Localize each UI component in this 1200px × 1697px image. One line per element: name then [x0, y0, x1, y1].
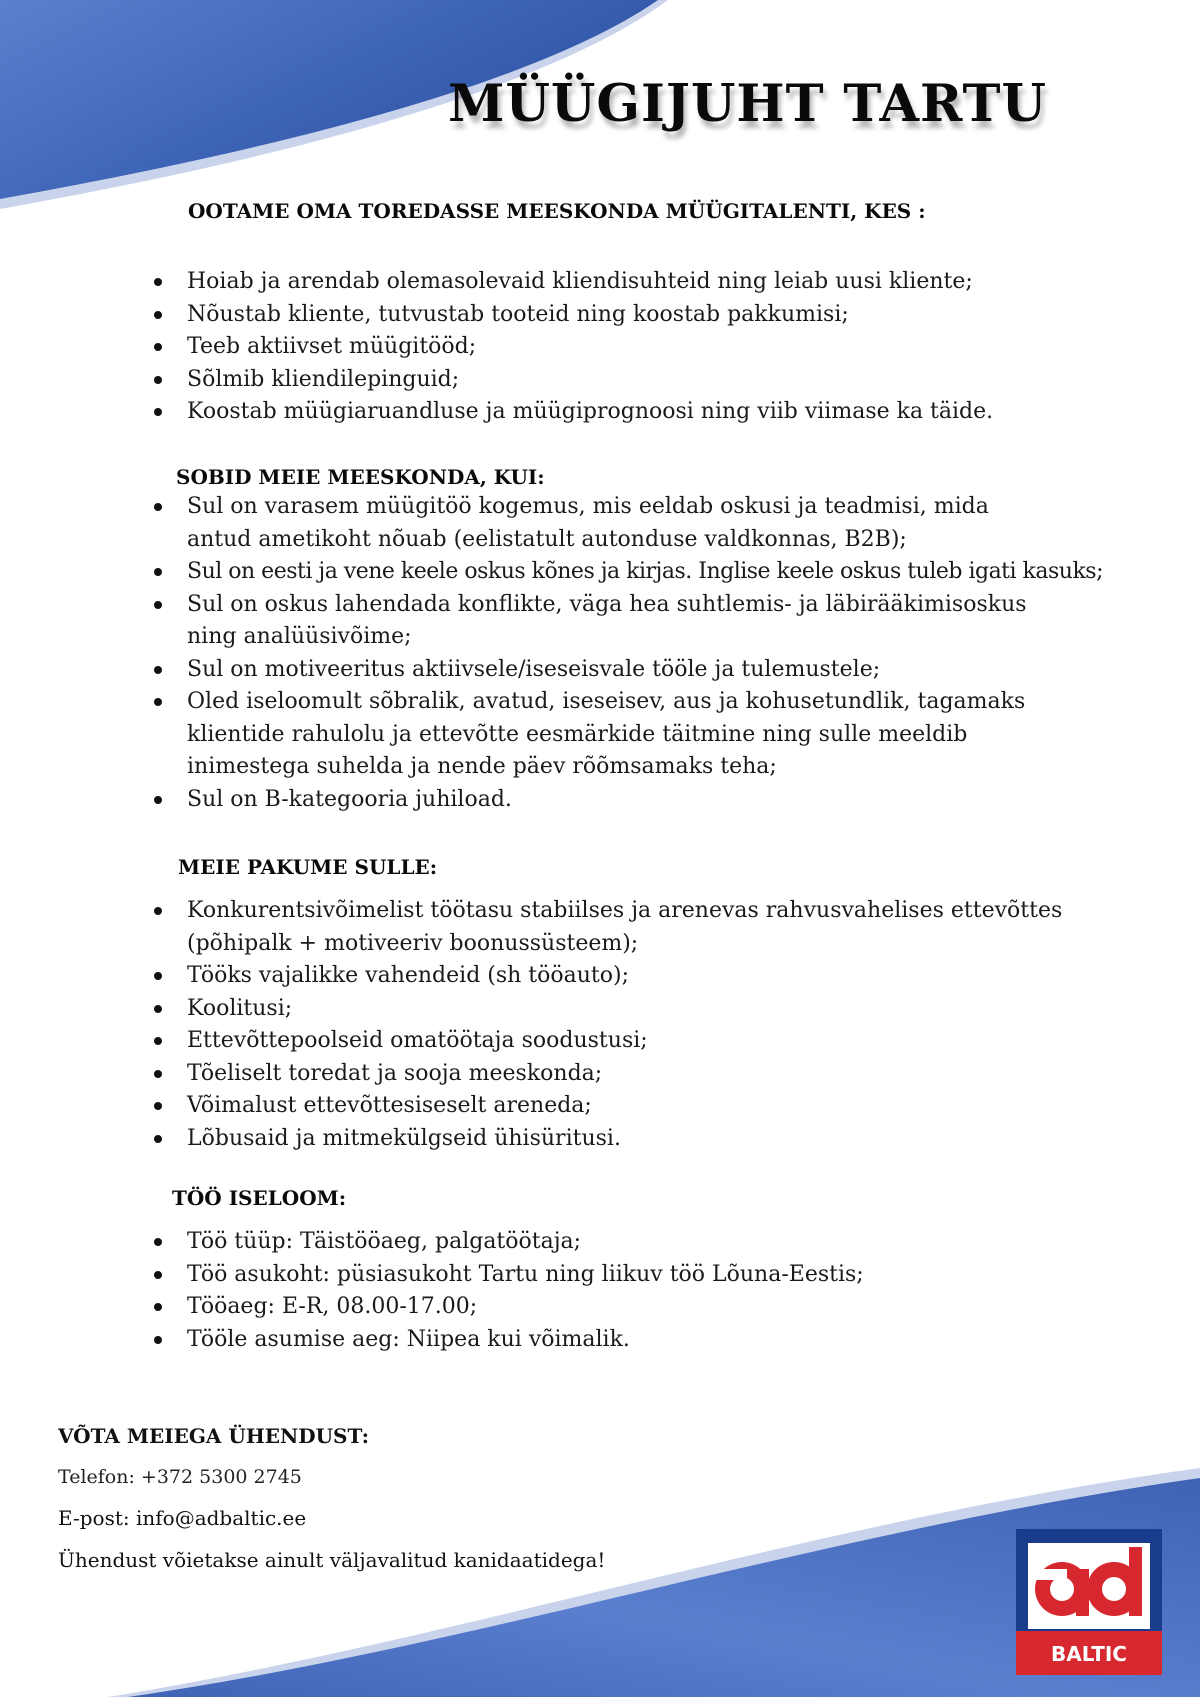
list-item: Võimalust ettevõttesiseselt areneda;: [150, 1090, 1160, 1123]
list-item: Sul on oskus lahendada konflikte, väga hea suhtlemis- ja läbirääkimisoskus ning analüüsivõime;: [150, 589, 1060, 654]
page-title: MÜÜGIJUHT TARTU: [448, 74, 1047, 134]
contact-phone: Telefon: +372 5300 2745: [58, 1466, 302, 1488]
list-item: Sul on eesti ja vene keele oskus kõnes ja kirjas. Inglise keele oskus tuleb igati kasuks;: [150, 556, 1060, 589]
list-item: Teeb aktiivset müügitööd;: [150, 331, 1110, 364]
intro-heading: OOTAME OMA TOREDASSE MEESKONDA MÜÜGITALENTI, KES :: [188, 199, 926, 223]
list-item: Konkurentsivõimelist töötasu stabiilses ja arenevas rahvusvahelises ettevõttes (põhipalk + motiveeriv boonussüsteem);: [150, 895, 1160, 960]
list-item: Tööle asumise aeg: Niipea kui võimalik.: [150, 1324, 1110, 1357]
list-item: Koostab müügiaruandluse ja müügiprognoosi ning viib viimase ka täide.: [150, 396, 1110, 429]
list-item: Koolitusi;: [150, 993, 1160, 1026]
list-item: Lõbusaid ja mitmekülgseid ühisüritusi.: [150, 1123, 1160, 1156]
list-item: Oled iseloomult sõbralik, avatud, iseseisev, aus ja kohusetundlik, tagamaks klientide rahulolu ja ettevõtte eesmärkide täitmine ning sulle meeldib inimestega suhelda ja nende päev rõõmsamaks teha;: [150, 686, 1060, 784]
list-item: Hoiab ja arendab olemasolevaid kliendisuhteid ning leiab uusi kliente;: [150, 266, 1110, 299]
contact-heading: VÕTA MEIEGA ÜHENDUST:: [58, 1424, 370, 1448]
list-item: Sul on B-kategooria juhiload.: [150, 784, 1060, 817]
ad-baltic-logo: [1016, 1529, 1162, 1675]
list-item: Ettevõttepoolseid omatöötaja soodustusi;: [150, 1025, 1160, 1058]
contact-email[interactable]: E-post: info@adbaltic.ee: [58, 1506, 307, 1530]
list-item: Tööks vajalikke vahendeid (sh tööauto);: [150, 960, 1160, 993]
fit-list: [150, 491, 1103, 816]
list-item: Töö asukoht: püsiasukoht Tartu ning liikuv töö Lõuna-Eestis;: [150, 1259, 1110, 1292]
nature-heading: TÖÖ ISELOOM:: [172, 1186, 347, 1210]
logo-baltic-text: BALTIC: [1051, 1642, 1127, 1666]
list-item: Töö tüüp: Täistööaeg, palgatöötaja;: [150, 1226, 1110, 1259]
list-item: Tõeliselt toredat ja sooja meeskonda;: [150, 1058, 1160, 1091]
list-item: Tööaeg: E-R, 08.00-17.00;: [150, 1291, 1110, 1324]
list-item: Sõlmib kliendilepinguid;: [150, 364, 1110, 397]
list-item: Sul on motiveeritus aktiivsele/iseseisvale tööle ja tulemustele;: [150, 654, 1060, 687]
nature-list: [150, 1226, 1110, 1356]
offer-heading: MEIE PAKUME SULLE:: [178, 855, 438, 879]
list-item: Sul on varasem müügitöö kogemus, mis eeldab oskusi ja teadmisi, mida antud ametikoht nõuab (eelistatult autonduse valdkonnas, B2B);: [150, 491, 1060, 556]
fit-heading: SOBID MEIE MEESKONDA, KUI:: [176, 465, 545, 489]
offer-list: [150, 895, 1160, 1155]
list-item: Nõustab kliente, tutvustab tooteid ning koostab pakkumisi;: [150, 299, 1110, 332]
contact-note: Ühendust võietakse ainult väljavalitud kanidaatidega!: [58, 1548, 606, 1572]
intro-list: [150, 266, 1110, 429]
